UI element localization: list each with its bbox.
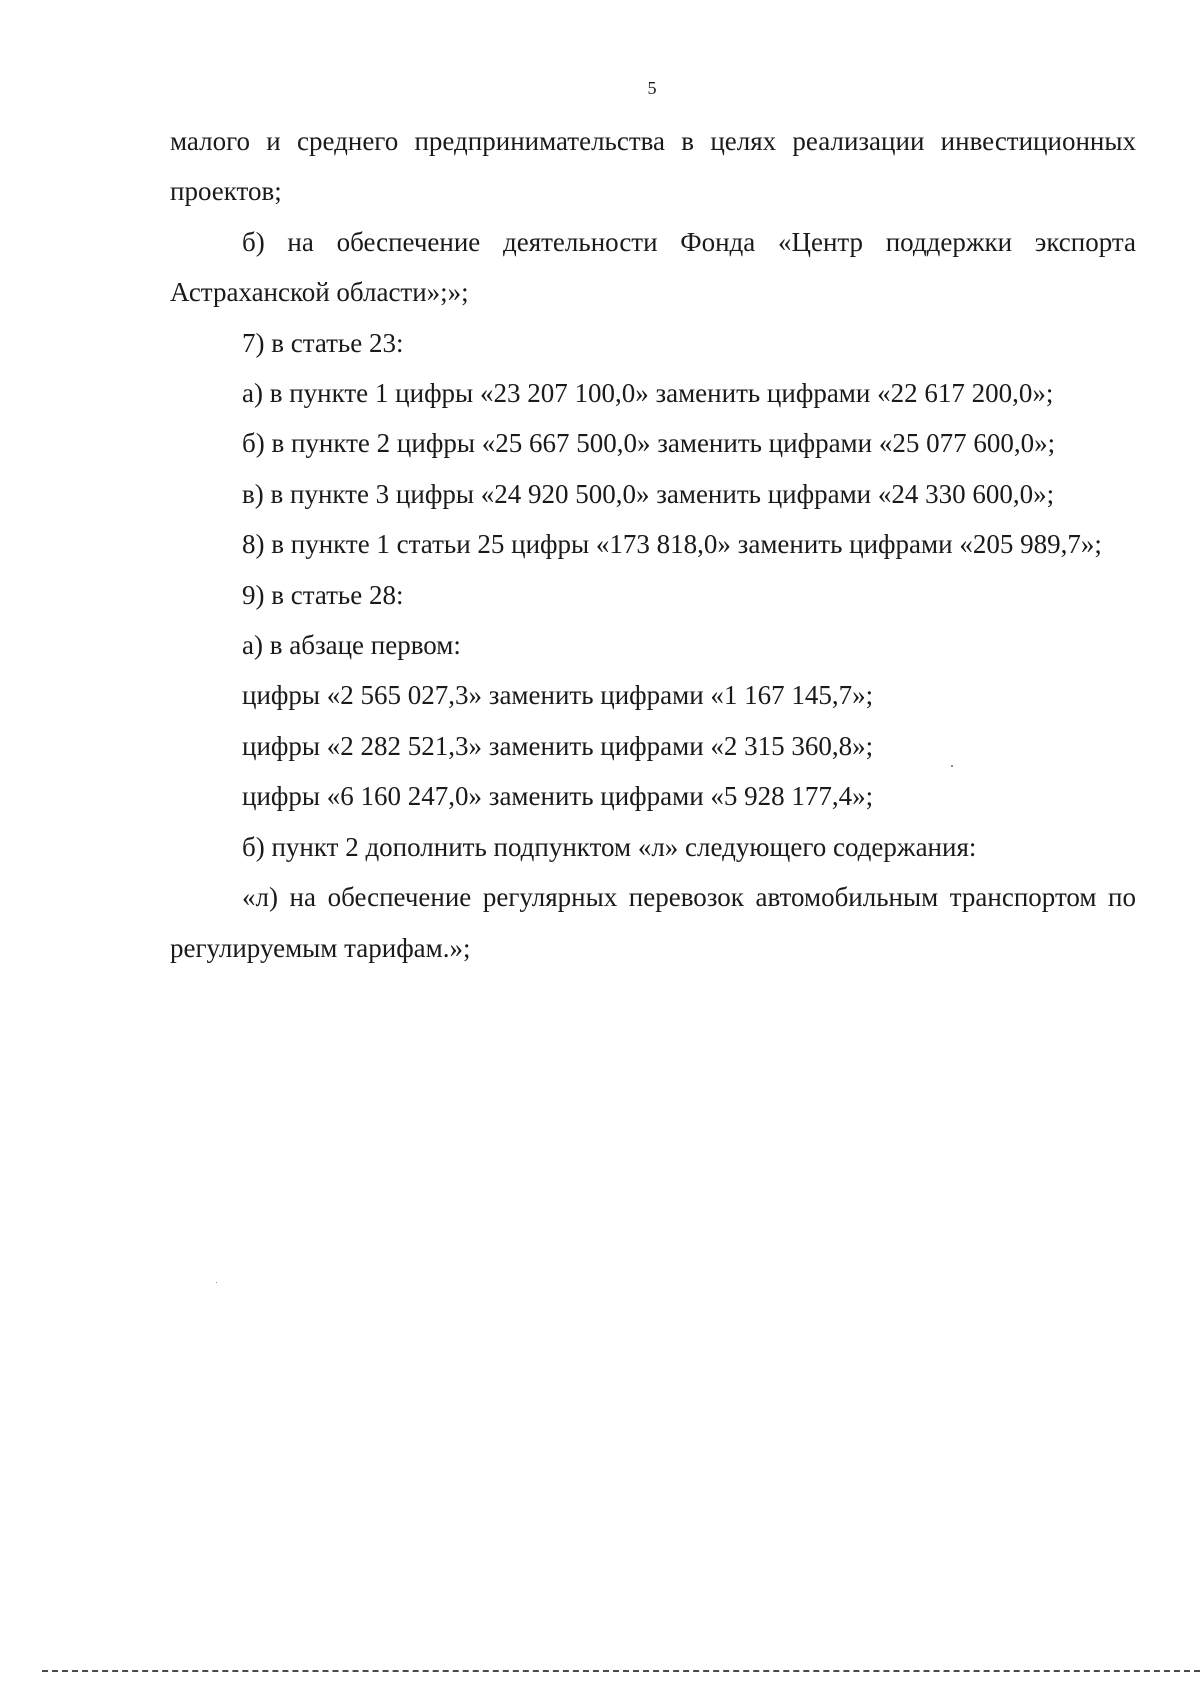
- item-article-28-a: а) в абзаце первом:: [242, 630, 461, 661]
- scan-speck: [951, 765, 953, 767]
- paragraph-fund-support: б) на обеспечение деятельности Фонда «Центр поддержки экспорта Астраханской области»;»;: [170, 226, 1136, 308]
- item-article-23-b: б) в пункте 2 цифры «25 667 500,0» заменить цифрами «25 077 600,0»;: [242, 428, 1056, 459]
- paragraph-subpoint-l: «л) на обеспечение регулярных перевозок автомобильным транспортом по регулируемым тарифам.»;: [170, 882, 1136, 963]
- page-number: 5: [647, 78, 657, 98]
- item-article-23-v: в) в пункте 3 цифры «24 920 500,0» заменить цифрами «24 330 600,0»;: [242, 478, 1055, 509]
- item-article-28-b: б) пункт 2 дополнить подпунктом «л» следующего содержания:: [242, 831, 977, 862]
- bottom-rule: [42, 1670, 1200, 1672]
- replacement-line-2: цифры «2 282 521,3» заменить цифрами «2 315 360,8»;: [242, 730, 874, 761]
- item-article-25: 8) в пункте 1 статьи 25 цифры «173 818,0» заменить цифрами «205 989,7»;: [242, 529, 1102, 560]
- scan-speck: [216, 1282, 217, 1283]
- document-body: [170, 116, 1136, 973]
- paragraph-continuation: малого и среднего предпринимательства в целях реализации инвестиционных проектов;: [170, 126, 1136, 207]
- replacement-line-3: цифры «6 160 247,0» заменить цифрами «5 928 177,4»;: [242, 781, 874, 812]
- item-article-23-a: а) в пункте 1 цифры «23 207 100,0» заменить цифрами «22 617 200,0»;: [242, 378, 1054, 409]
- item-article-23: 7) в статье 23:: [242, 327, 404, 358]
- replacement-line-1: цифры «2 565 027,3» заменить цифрами «1 167 145,7»;: [242, 680, 874, 711]
- item-article-28: 9) в статье 28:: [242, 579, 404, 610]
